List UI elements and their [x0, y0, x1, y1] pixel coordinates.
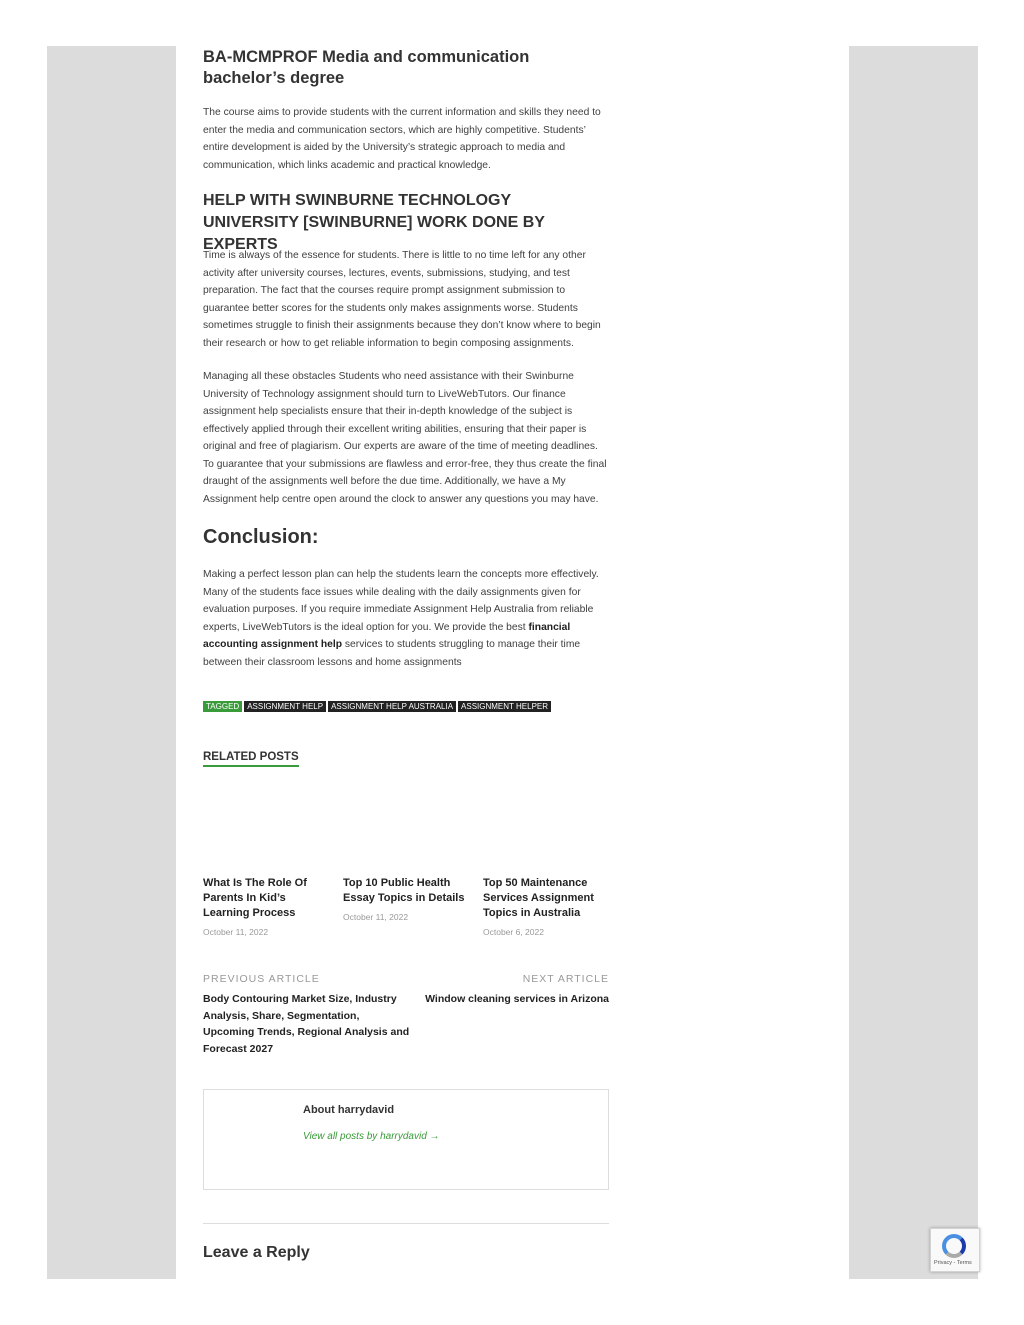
related-post-title[interactable]: What Is The Role Of Parents In Kid’s Learning Process: [203, 877, 307, 919]
next-article-link[interactable]: Window cleaning services in Arizona: [425, 993, 609, 1005]
related-post: [203, 876, 329, 937]
related-posts-heading: RELATED POSTS: [203, 751, 299, 767]
tag-assignment-helper[interactable]: ASSIGNMENT HELPER: [458, 701, 551, 712]
related-post-date: October 11, 2022: [203, 927, 269, 937]
related-post-date: October 11, 2022: [343, 912, 409, 922]
author-posts-link[interactable]: View all posts by harrydavid →: [303, 1131, 440, 1142]
recaptcha-badge[interactable]: [930, 1228, 980, 1272]
previous-article-link[interactable]: Body Contouring Market Size, Industry Analysis, Share, Segmentation, Upcoming Trends, Regional Analysis and Forecast 2027: [203, 993, 410, 1055]
section-heading-media: BA-MCMPROF Media and communication bachelor’s degree: [203, 48, 530, 87]
right-sidebar-panel: [849, 46, 978, 1279]
related-post: [483, 876, 609, 937]
tag-list: [203, 701, 551, 712]
related-posts-grid: [203, 876, 609, 937]
related-post-title[interactable]: Top 10 Public Health Essay Topics in Details: [343, 877, 465, 904]
tag-assignment-help-australia[interactable]: ASSIGNMENT HELP AUSTRALIA: [328, 701, 456, 712]
tagged-label: TAGGED: [203, 701, 242, 712]
related-post: [343, 876, 469, 937]
section-heading-swinburne: HELP WITH SWINBURNE TECHNOLOGY UNIVERSITY [SWINBURNE] WORK DONE BY EXPERTS: [203, 192, 545, 253]
financial-accounting-link[interactable]: financial accounting assignment help: [203, 621, 571, 650]
related-post-title[interactable]: Top 50 Maintenance Services Assignment Topics in Australia: [483, 877, 594, 919]
previous-article: [203, 973, 413, 1057]
author-box: [203, 1089, 609, 1190]
conclusion-heading: Conclusion:: [203, 526, 319, 548]
conclusion-body: [203, 566, 609, 671]
section-para-obstacles: Managing all these obstacles Students who need assistance with their Swinburne University of Technology assignment should turn to LiveWebTutors. Our finance assignment help specialists ensure that their in-depth knowledge of the subject is effectively applied through their excellent writing abilities, ensuring that their paper is original and free of plagiarism. Our experts are aware of the time of meeting deadlines. To guarantee that your submissions are flawless and error-free, they thus create the final draught of the assignments well before the due time. Additionally, we have a My Assignment help centre open around the clock to answer any questions you may have.: [203, 371, 607, 505]
recaptcha-terms[interactable]: Privacy - Terms: [934, 1260, 972, 1266]
next-article: [419, 973, 609, 1008]
conclusion-text-end: services to students struggling to manage their time between their classroom lessons and home assignments: [203, 639, 581, 668]
previous-article-label: PREVIOUS ARTICLE: [203, 973, 320, 985]
next-article-label: NEXT ARTICLE: [522, 973, 609, 985]
related-post-date: October 6, 2022: [483, 927, 544, 937]
section-para-time: Time is always of the essence for students. There is little to no time left for any other activity after university courses, lectures, events, submissions, studying, and test preparation. The fact that the courses require prompt assignment submission to guarantee better scores for the students only makes assignments worse. Students sometimes struggle to finish their assignments because they don’t know where to begin their research or how to get reliable information to begin composing assignments.: [203, 250, 601, 349]
comments-divider: [203, 1223, 609, 1224]
related-posts-heading-wrap: [203, 747, 299, 767]
leave-reply-heading: Leave a Reply: [203, 1244, 310, 1261]
author-name: About harrydavid: [303, 1104, 395, 1116]
tag-assignment-help[interactable]: ASSIGNMENT HELP: [244, 701, 326, 712]
recaptcha-icon: [942, 1234, 966, 1258]
left-sidebar-panel: [47, 46, 176, 1279]
section-body-media: The course aims to provide students with the current information and skills they need to enter the media and communication sectors, which are highly competitive. Students’ entire development is aided by the University’s strategic approach to media and communication, which links academic and practical knowledge.: [203, 107, 601, 171]
conclusion-text-start: Making a perfect lesson plan can help the students learn the concepts more effectively. Many of the students face issues while dealing with the daily assignments given for evaluation purposes. If you require immediate Assignment Help Australia from reliable experts, LiveWebTutors is the ideal option for you. We provide the best: [203, 569, 599, 633]
